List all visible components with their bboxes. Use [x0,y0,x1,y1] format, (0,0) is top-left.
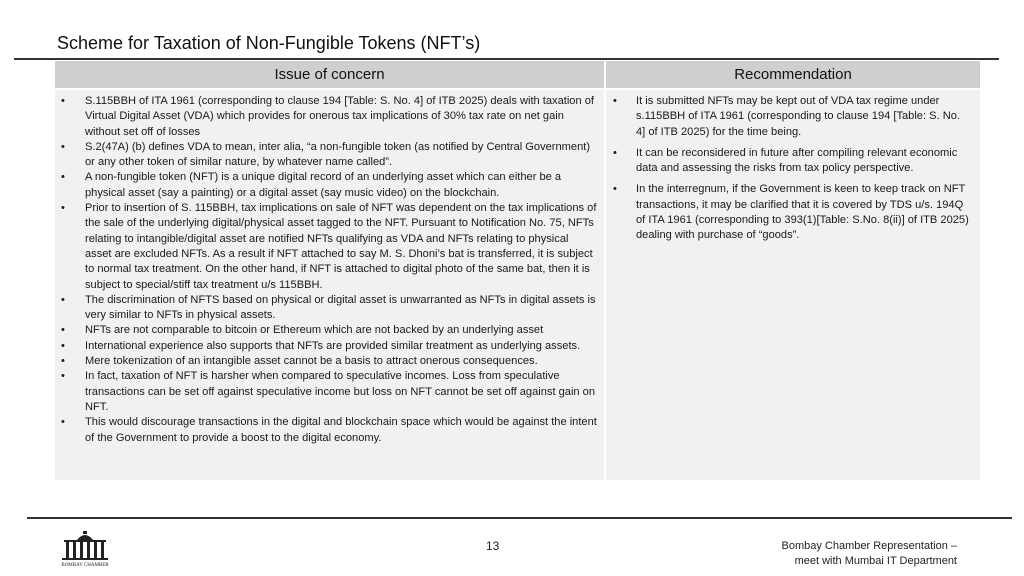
recommendation-item: • It is submitted NFTs may be kept out of VDA tax regime under s.115BBH of ITA 1961 (corresponding to clause 194 [Table: S. No. 4] of ITB 2025) for the time being. [606,94,972,140]
issue-item: • The discrimination of NFTS based on physical or digital asset is unwarranted as NFTs in digital assets is very similar to NFTs in physical assets. [55,293,598,324]
header-issue-of-concern: Issue of concern [55,61,604,88]
issue-item: • S.115BBH of ITA 1961 (corresponding to clause 194 [Table: S. No. 4] of ITB 2025) deals with taxation of Virtual Digital Asset (VDA) which provides for onerous tax implications of 30% tax rate on net gain without set off of losses [55,94,598,140]
issue-item: • International experience also supports that NFTs are provided similar treatment as underlying assets. [55,339,598,354]
recommendations-list [606,90,980,244]
issue-item: • S.2(47A) (b) defines VDA to mean, inter alia, “a non-fungible token (as notified by Central Government) or any other token of similar nature, by whatever name called”. [55,140,598,171]
footer-line-2: meet with Mumbai IT Department [794,555,957,567]
bombay-chamber-logo [58,528,112,568]
logo-text: BOMBAY CHAMBER [61,563,109,568]
issue-item: • In fact, taxation of NFT is harsher when compared to speculative incomes. Loss from speculative transactions can be set off against speculative income but loss on NFT cannot be set off against gain on NFT. [55,369,598,415]
recommendations-column [606,90,980,480]
issue-item: • A non-fungible token (NFT) is a unique digital record of an underlying asset which can either be a physical asset (say a painting) or a digital asset (say music video) on the blockchain. [55,170,598,201]
issue-item: • Prior to insertion of S. 115BBH, tax implications on sale of NFT was dependent on the tax implications of the sale of the underlying digital/physical asset tagged to the NFT. Pursuant to Notification No. 75, NFTs relating to intangible/digital asset are notified NFTs qualifying as VDA and NFTs relating to physical asset are excluded NFTs. As a result if NFT attached to say M. S. Dhoni’s bat is transferred, it is subject to normal tax treatment. On the other hand, if NFT is attached to digital photo of the same bat, then it is subject to special/stiff tax treatment u/s 115BBH. [55,201,598,293]
footer-caption [782,539,957,569]
issue-item: • Mere tokenization of an intangible asset cannot be a basis to attract onerous consequences. [55,354,598,369]
footer-divider [27,517,1012,519]
recommendation-item: • It can be reconsidered in future after compiling relevant economic data and assessing the risks from tax policy perspective. [606,146,972,177]
recommendation-item: • In the interregnum, if the Government is keen to keep track on NFT transactions, it may be clarified that it is covered by TDS u/s. 194Q of ITA 1961 (corresponding to 393(1)[Table: S.No. 8(ii)] of ITB 2025) dealing with purchase of “goods”. [606,182,972,243]
issue-item: • NFTs are not comparable to bitcoin or Ethereum which are not backed by an underlying asset [55,323,598,338]
page-number: 13 [486,539,500,553]
issues-list [55,90,604,446]
page-title: Scheme for Taxation of Non-Fungible Tokens (NFT’s) [57,33,481,53]
header-recommendation: Recommendation [606,61,980,88]
content-table [55,61,980,480]
issue-item: • This would discourage transactions in the digital and blockchain space which would be against the intent of the Government to provide a boost to the digital economy. [55,415,598,446]
issues-column [55,90,604,480]
footer-line-1: Bombay Chamber Representation – [781,540,957,552]
title-divider [14,58,999,60]
